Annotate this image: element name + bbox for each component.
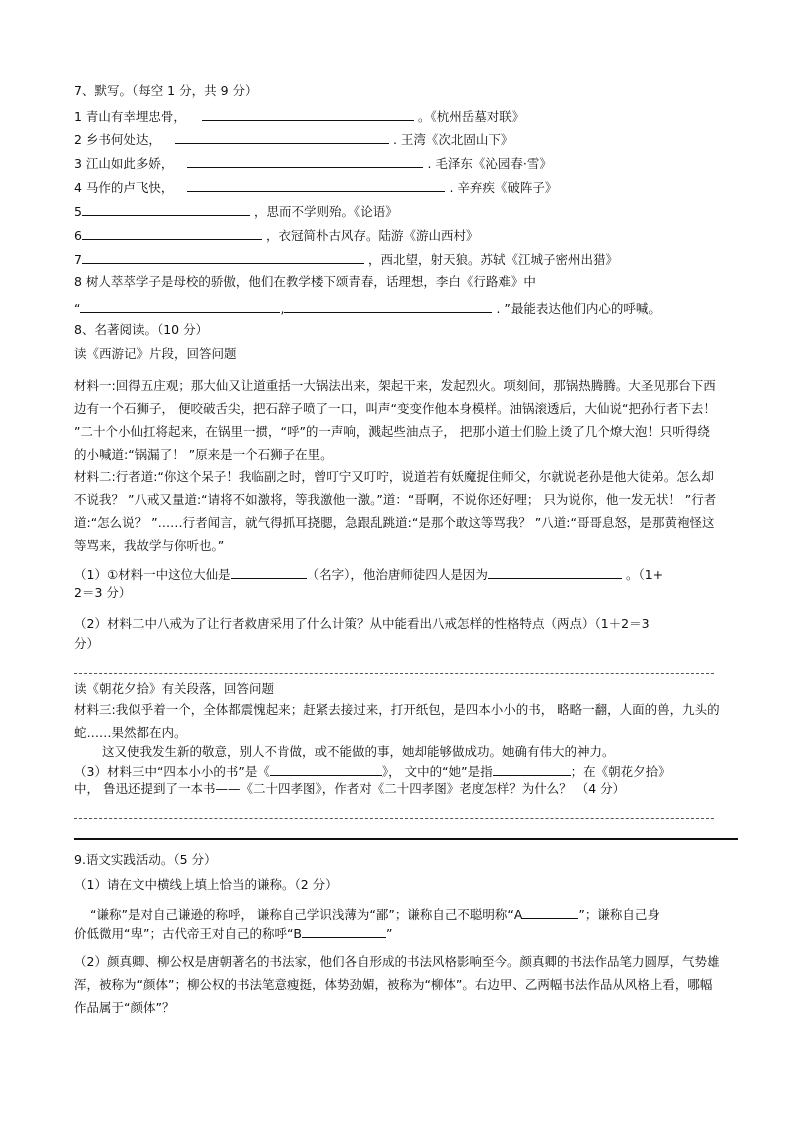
q7-title: 7、默写。（每空 1 分，共 9 分） (74, 83, 258, 98)
q7-line-1 (74, 108, 524, 125)
q7-line-4-source: . 辛弃疾《破阵子》 (449, 180, 558, 195)
q8-q3-prompt-a: （3）材料三中“四本小小的书”是《 (74, 764, 270, 779)
q8-q3-continued: 中， 鲁迅还提到了一本书——《二十四孝图》，作者对《二十四孝图》老度怎样？为什么？ （4 分） (74, 781, 626, 796)
q7-line-8: 8 树人萃萃学子是母校的骄傲，他们在教学楼下颂青春，话理想，李白《行路难》中 (74, 274, 536, 289)
q9-p1-text-b: ”；谦称自己身 (578, 907, 660, 922)
q9-blank-b[interactable] (302, 925, 386, 938)
q9-title: 9.语文实践活动。（5 分） (74, 852, 217, 867)
q9-para-1-line-1 (90, 906, 660, 923)
q7-line-6-prompt: 6 (74, 228, 82, 243)
q7-line-5 (74, 203, 398, 220)
q9-p1-text-a: “谦称”是对自己谦逊的称呼， 谦称自己学识浅薄为“鄙”；谦称自己不聪明称“A (90, 907, 523, 922)
q8-q1-blank-name[interactable] (231, 566, 307, 579)
q8-q1-prompt-c: 。（1+ (625, 567, 664, 582)
q7-blank-5[interactable] (82, 203, 250, 216)
q7-line-4-prompt: 4 马作的卢飞快， (74, 180, 174, 195)
q7-blank-2[interactable] (175, 131, 389, 144)
q7-blank-7[interactable] (82, 251, 364, 264)
q9-p1-text-d: ” (386, 926, 393, 941)
q9-blank-a[interactable] (522, 906, 578, 919)
q7-blank-1[interactable] (202, 108, 414, 121)
q8-material-3b: 这又使我发生新的敬意，别人不肯做，或不能做的事，她却能够做成功。她确有伟大的神力。 (102, 744, 615, 759)
q7-line-7-source: ，西北望，射天狼。苏轼《江城子密州出猎》 (367, 252, 618, 267)
section-divider (74, 838, 738, 840)
q7-blank-8[interactable] (80, 300, 280, 313)
q7-line-9-comma: , (280, 301, 285, 316)
q7-line-2-source: . 王湾《次北固山下》 (392, 132, 514, 147)
q7-line-5-source: ，思而不学则殆。《论语》 (253, 204, 398, 219)
q8-q1-prompt-b: （名字），他治唐师徒四人是因为 (306, 567, 488, 582)
q8-intro-xiyouji: 读《西游记》片段，回答问题 (74, 346, 237, 361)
q7-line-7 (74, 251, 618, 268)
q7-line-9 (74, 300, 661, 317)
q8-material-2: 材料二:行者道:“你这个呆子！我临副之时，曾叮宁又叮咛，说道若有妖魔捉住师父，尔就说老孙是他大徒弟。怎么却不说我？ ”八戒又量道:“请将不如激将，等我激他一激。”道：“哥啊，不说你还好哩； 只为说你，他一发无状！ ”行者道:“怎么说？ ”……行者闻言，就气得抓耳挠腮，急跟乱跳道:“是那个敢这等骂我？ ”八道:“哥哥息怒，是那黄袍怪这等骂来，我故学与你听也。” (74, 469, 717, 553)
q8-question-3 (74, 763, 671, 780)
q8-intro-zhaohua: 读《朝花夕拾》有关段落，回答问题 (74, 681, 275, 696)
q8-q3-blank-book[interactable] (270, 763, 382, 776)
q8-answer-line-2[interactable] (74, 818, 714, 819)
q9-sub-2: （2）颜真卿、柳公权是唐朝著名的书法家，他们各自形成的书法风格影响至今。颜真卿的书法作品笔力圆厚，气势雄浑，被称为“颜体”；柳公权的书法笔意瘦挺，体势劲媚，被称为“柳体”。右边甲、乙两幅书法作品从风格上看，哪幅作品属于“颜体”？ (74, 954, 720, 1015)
q8-title: 8、名著阅读。（10 分） (74, 322, 209, 337)
q8-q3-prompt-b: 》， 文中的“她”是指 (381, 764, 493, 779)
q8-q3-prompt-c: ；在《朝花夕拾》 (570, 764, 671, 779)
q8-q1-blank-reason[interactable] (488, 566, 622, 579)
q8-q3-blank-she[interactable] (493, 763, 571, 776)
q8-question-1 (74, 566, 663, 583)
q9-p1-text-c: 价低微用“卑”；古代帝王对自己的称呼“B (74, 926, 303, 941)
q8-q2-score: 分） (74, 636, 100, 651)
q7-blank-6[interactable] (82, 227, 262, 240)
q7-line-7-prompt: 7 (74, 252, 82, 267)
q7-line-6-source: ，衣冠简朴古风存。陆游《游山西村》 (265, 228, 479, 243)
q7-line-9-open: “ (74, 301, 81, 316)
q7-line-6 (74, 227, 478, 244)
q7-line-1-source: 。《杭州岳墓对联》 (417, 109, 525, 124)
q9-sub-1: （1）请在文中横线上填上恰当的谦称。（2 分） (74, 877, 338, 892)
q8-answer-line-1[interactable] (74, 673, 714, 674)
q8-q1-prompt-a: （1）①材料一中这位大仙是 (74, 567, 231, 582)
q8-q1-score: 2＝3 分） (74, 585, 132, 600)
q9-para-1-line-2 (74, 925, 393, 942)
q7-line-2 (74, 131, 513, 148)
q7-line-3 (74, 155, 552, 172)
q7-line-5-prompt: 5 (74, 204, 82, 219)
q7-blank-3[interactable] (187, 155, 423, 168)
q8-material-3: 材料三:我似乎着一个，全体都震愧起来；赶紧去接过来，打开纸包，是四本小小的书， 略略一翻，人面的兽，九头的蛇……果然都在内。 (74, 702, 720, 740)
q7-line-3-prompt: 3 江山如此多娇， (74, 156, 174, 171)
q7-blank-9[interactable] (284, 300, 492, 313)
q7-blank-4[interactable] (187, 179, 445, 192)
q7-line-9-tail: . ”最能表达他们内心的呼喊。 (496, 301, 661, 316)
q7-line-4 (74, 179, 557, 196)
q8-question-2: （2）材料二中八戒为了让行者救唐采用了什么计策？从中能看出八戒怎样的性格特点（两点）（1＋2＝3 (74, 616, 650, 631)
q7-line-2-prompt: 2 乡书何处达， (74, 132, 161, 147)
q7-line-1-prompt: 1 青山有幸埋忠骨， (74, 109, 186, 124)
q7-line-3-source: . 毛泽东《沁园春·雪》 (427, 156, 552, 171)
q8-material-1: 材料一:回得五庄观；那大仙又让道重括一大锅法出来，架起干来，发起烈火。项刻间，那锅热腾腾。大圣见那台下西边有一个石狮子， 便咬破舌尖，把石辞子喷了一口，叫声“变变作他本身模样。油锅滚透后，大仙说“把孙行者下去！ ”二十个小仙扛将起来，在锅里一掼，“呼”的一声响，溅起些油点子， 把那小道士们脸上烫了几个燎大泡！只听得绕的小喊道:“锅漏了！ ”原来是一个石狮子在里。 (74, 378, 716, 462)
